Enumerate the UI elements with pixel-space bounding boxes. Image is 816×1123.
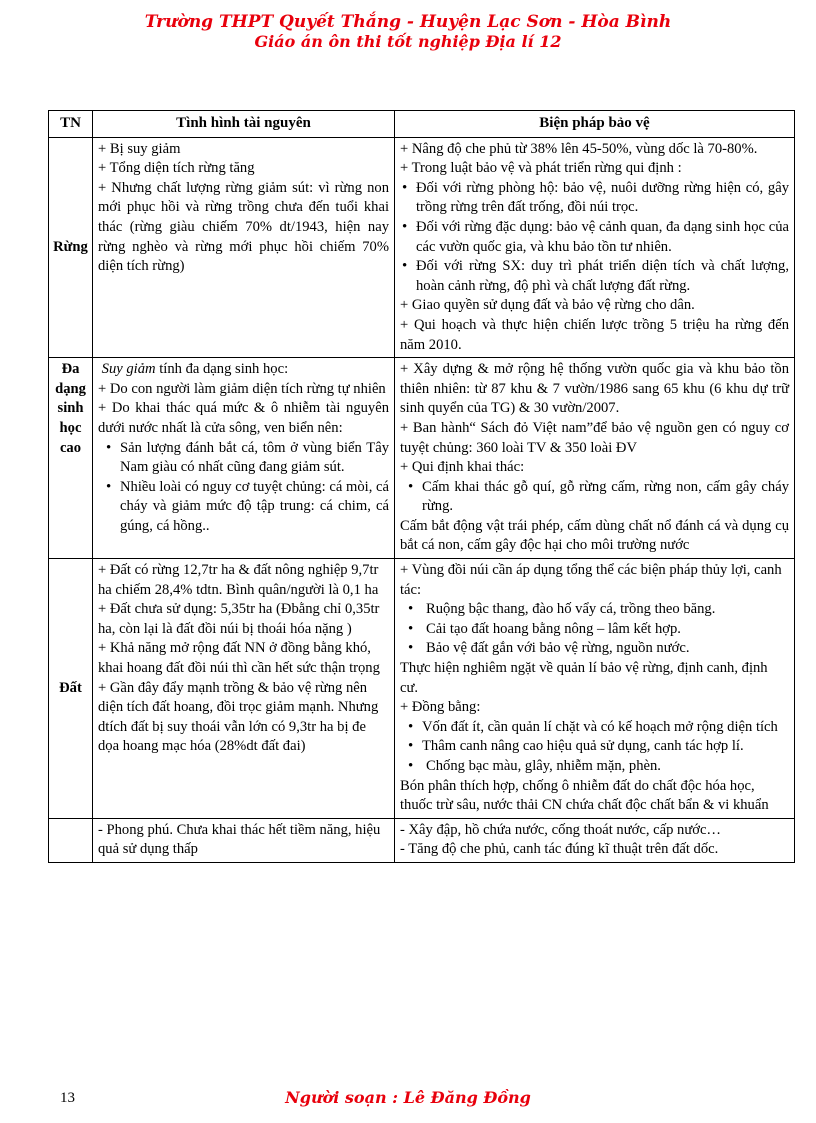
text-line: + Đất có rừng 12,7tr ha & đất nông nghiệp 9,7tr ha chiếm 28,4% tdtn. Bình quân/người là 0,1 ha — [98, 562, 379, 598]
land-measures-cell — [395, 559, 795, 819]
text-line: + Vùng đồi núi cần áp dụng tổng thể các biện pháp thủy lợi, canh tác: — [400, 562, 782, 598]
row-label-forest: Rừng — [49, 137, 93, 358]
text-line: + Do con người làm giảm diện tích rừng tự nhiên — [98, 380, 386, 397]
text-line: Thực hiện nghiêm ngặt về quản lí bảo vệ rừng, định canh, định cư. — [400, 660, 768, 696]
text-line: Bón phân thích hợp, chống ô nhiễm đất do chất độc hóa học, thuốc trừ sâu, nước thải CN chứa chất độc chất bẩn & vi khuẩn — [400, 777, 769, 814]
bullet-item: • Đối với rừng phòng hộ: bảo vệ, nuôi dưỡng rừng hiện có, gây trồng rừng trên đất trống, đồi núi trọc. — [400, 179, 789, 218]
text-line: + Nâng độ che phủ từ 38% lên 45-50%, vùng dốc là 70-80%. — [400, 140, 758, 157]
water-status-cell — [93, 818, 395, 862]
row-label-biodiversity: Đa dạng sinh học cao — [49, 358, 93, 559]
row-label-land: Đất — [49, 559, 93, 819]
bullet-item: • Nhiều loài có nguy cơ tuyệt chủng: cá mòi, cá cháy và giảm mức độ tập trung: cá chim, cá gúng, cá hồng.. — [98, 478, 389, 537]
table-row — [49, 559, 795, 819]
bullet-item: • Đối với rừng đặc dụng: bảo vệ cảnh quan, đa dạng sinh học của các vườn quốc gia, và khu bảo tồn tư nhiên. — [400, 218, 789, 257]
bullet-item: • Thâm canh nâng cao hiệu quả sử dụng, canh tác hợp lí. — [400, 737, 789, 757]
bullet-item: • Sản lượng đánh bắt cá, tôm ở vùng biển Tây Nam giàu có nhất cũng đang giảm sút. — [98, 439, 389, 478]
header-tn: TN — [49, 111, 93, 138]
author-line: Người soạn : Lê Đăng Đồng — [285, 1088, 531, 1107]
land-status-cell — [93, 559, 395, 819]
text-line: + Khả năng mở rộng đất NN ở đồng bằng khó, khai hoang đất đồi núi thì cần hết sức thận trọng — [98, 640, 380, 677]
resources-table — [48, 110, 795, 863]
bullet-item: • Vốn đất ít, cần quản lí chặt và có kế hoạch mở rộng diện tích — [400, 718, 789, 738]
text-line: + Qui hoạch và thực hiện chiến lược trồng 5 triệu ha rừng đến năm 2010. — [400, 316, 789, 353]
table-row — [49, 358, 795, 559]
forest-measures-cell — [395, 137, 795, 358]
text-line: + Tổng diện tích rừng tăng — [98, 160, 255, 177]
page-number: 13 — [60, 1090, 75, 1106]
bullet-item: • Cải tạo đất hoang bằng nông – lâm kết hợp. — [400, 620, 789, 640]
text-line: + Qui định khai thác: — [400, 459, 525, 476]
table-row — [49, 818, 795, 862]
water-measures-cell — [395, 818, 795, 862]
header-status: Tình hình tài nguyên — [93, 111, 395, 138]
italic-term: Suy giảm — [101, 361, 156, 378]
text-line: + Đồng bằng: — [400, 699, 481, 716]
biodiversity-status-cell — [93, 358, 395, 559]
bullet-item: • Chống bạc màu, glây, nhiễm mặn, phèn. — [400, 757, 789, 777]
text-line: + Trong luật bảo vệ và phát triển rừng qui định : — [400, 160, 682, 177]
school-title: Trường THPT Quyết Thắng - Huyện Lạc Sơn - Hòa Bình — [144, 12, 672, 32]
text-line: + Nhưng chất lượng rừng giảm sút: vì rừng non mới phục hồi và rừng trồng chưa đến tuổi khai thác (rừng giàu chiếm 70% dt/1943, hiện nay rừng nghèo và rừng mới phục hồi chiếm 70% diện tích rừng) — [98, 179, 389, 275]
table-header-row — [49, 111, 795, 138]
text-line: - Phong phú. Chưa khai thác hết tiềm năng, hiệu quả sử dụng thấp — [98, 821, 381, 858]
header-measures: Biện pháp bảo vệ — [395, 111, 795, 138]
text-line: + Giao quyền sử dụng đất và bảo vệ rừng cho dân. — [400, 297, 695, 314]
text-line: + Do khai thác quá mức & ô nhiễm tài nguyên dưới nước nhất là cửa sông, ven biển nên: — [98, 400, 389, 436]
text-line: + Đất chưa sử dụng: 5,35tr ha (Đbằng chỉ 0,35tr ha, còn lại là đất đồi núi bị thoái hóa nặng ) — [98, 601, 380, 637]
text-line: + Bị suy giảm — [98, 140, 181, 157]
intro-text: tính đa dạng sinh học: — [155, 361, 289, 378]
text-line: Cấm bắt động vật trái phép, cấm dùng chất nổ đánh cá và dụng cụ bắt cá non, cấm gây độc hại cho môi trường nước — [400, 517, 789, 554]
document-header — [0, 12, 816, 52]
lesson-title: Giáo án ôn thi tốt nghiệp Địa lí 12 — [254, 32, 562, 51]
text-line: - Xây đập, hồ chứa nước, cống thoát nước, cấp nước… — [400, 821, 722, 838]
bullet-item: • Đối với rừng SX: duy trì phát triển diện tích và chất lượng, hoàn cảnh rừng, độ phì và chất lượng đất rừng. — [400, 257, 789, 296]
bullet-item: • Bảo vệ đất gắn với bảo vệ rừng, nguồn nước. — [400, 639, 789, 659]
bullet-item: • Ruộng bậc thang, đào hố vẩy cá, trồng theo băng. — [400, 600, 789, 620]
text-line: + Xây dựng & mở rộng hệ thống vườn quốc gia và khu bảo tồn thiên nhiên: từ 87 khu & 7 vườn/1986 sang 65 khu (6 khu dự trữ sinh quyển của TG) & 30 vườn/2007. — [400, 361, 789, 417]
table-row — [49, 137, 795, 358]
text-line: - Tăng độ che phủ, canh tác đúng kĩ thuật trên đất dốc. — [400, 841, 719, 858]
bullet-item: • Cấm khai thác gỗ quí, gỗ rừng cấm, rừng non, cấm gây cháy rừng. — [400, 478, 789, 517]
forest-status-cell — [93, 137, 395, 358]
row-label-water — [49, 818, 93, 862]
biodiversity-measures-cell — [395, 358, 795, 559]
text-line — [98, 360, 389, 380]
text-line: + Ban hành“ Sách đỏ Việt nam”để bảo vệ nguồn gen có nguy cơ tuyệt chủng: 360 loài TV & 350 loài ĐV — [400, 419, 789, 456]
text-line: + Gần đây đẩy mạnh trồng & bảo vệ rừng nên diện tích đất hoang, đồi trọc giảm mạnh. Nhưng dtích đất bị suy thoái vẫn lớn có 9,3tr ha bị đe dọa hoang mạc hóa (28%dt đất đai) — [98, 679, 379, 755]
